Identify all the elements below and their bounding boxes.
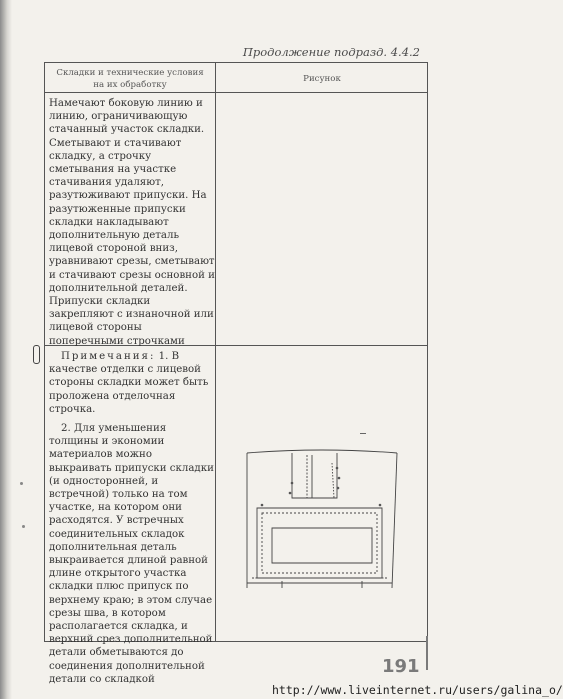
note-1-text: 1. В качестве отделки с лицевой стороны складки может быть проложена отделочная строчка. xyxy=(49,351,209,415)
row1-text-cell xyxy=(49,97,215,348)
garment-fold-drawing xyxy=(242,453,402,588)
left-column-header-line-1: Складки и технические условия xyxy=(56,68,204,78)
page-number-rule xyxy=(426,636,428,670)
scan-speck xyxy=(20,482,23,485)
scan-left-edge xyxy=(0,0,12,699)
left-column-header xyxy=(45,67,215,91)
binder-clip-mark xyxy=(33,345,40,364)
footer-url[interactable]: http://www.liveinternet.ru/users/galina_o/ xyxy=(272,683,563,697)
row2-text-cell xyxy=(49,350,215,686)
header-divider xyxy=(45,92,427,93)
right-column-header: Рисунок xyxy=(303,74,341,84)
note-2: 2. Для уменьшения толщины и экономии материалов можно выкраивать припуски складки (и односторонней, и встречной) только на том участке, на котором они расходятся. У встречных соединительных складок дополнительная деталь выкраивается длиной равной длине открытого участка складки плюс припуск по верхнему краю; в этом случае срезы шва, в котором располагается складка, и верхний срез дополнительной детали обметываются до соединения дополнительной детали со складкой xyxy=(49,423,214,685)
scan-speck xyxy=(22,525,25,528)
note-1 xyxy=(49,350,215,416)
small-dash-mark xyxy=(360,433,366,434)
left-column-header-line-2: на их обработку xyxy=(93,80,167,90)
column-divider xyxy=(215,63,216,641)
continuation-header: Продолжение подразд. 4.4.2 xyxy=(242,45,420,59)
page-number: 191 xyxy=(382,656,420,677)
row1-text: Намечают боковую линию и линию, ограничивающую стачанный участок складки. Сметывают и стачивают складку, а строчку сметывания на участке стачивания удаляют, разутюживают припуски. На разутюженные припуски складки накладывают дополнительную деталь лицевой стороной вниз, уравнивают срезы, сметывают и стачивают срезы основной и дополнительной деталей. Припуски складки закрепляют с изнаночной или лицевой стороны поперечными строчками xyxy=(49,98,215,347)
note-label: Примечания: xyxy=(61,351,156,362)
